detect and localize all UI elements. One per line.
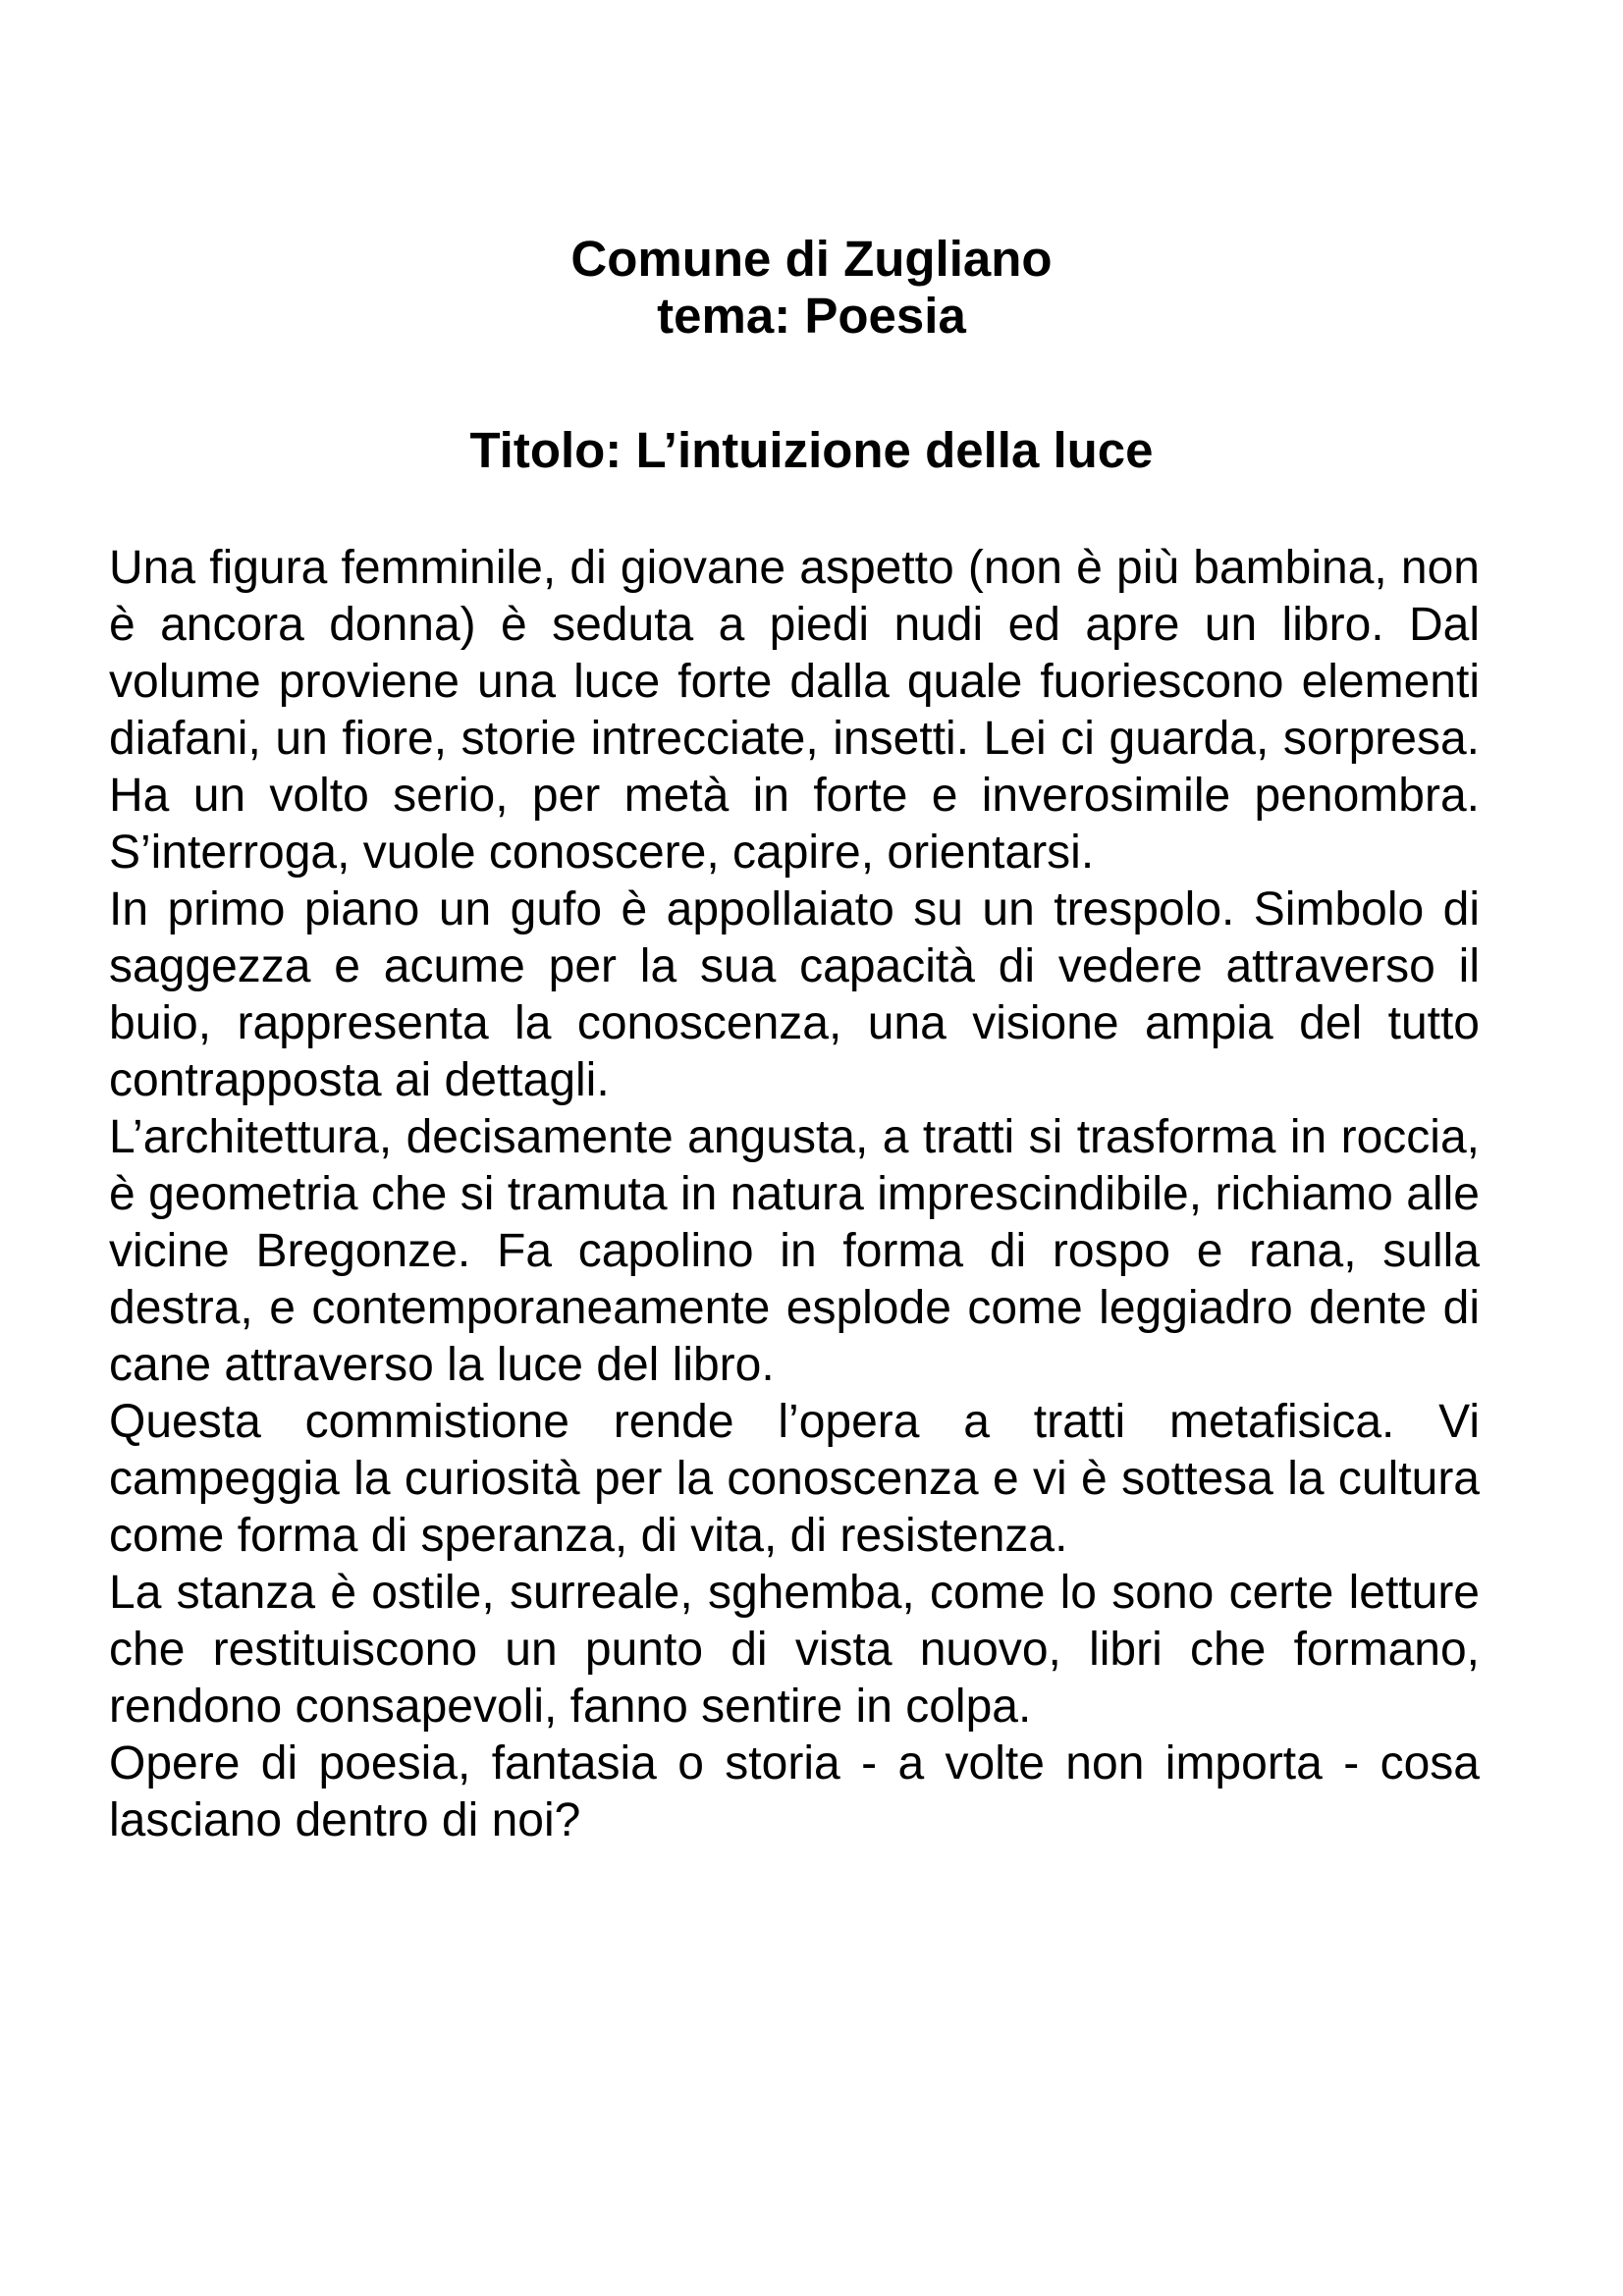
paragraph-metaphysics: Questa commistione rende l’opera a tratti metafisica. Vi campeggia la curiosità per la conoscenza e vi è sottesa la cultura come forma di speranza, di vita, di resistenza.: [109, 1396, 1480, 1562]
document-title: Titolo: L’intuizione della luce: [469, 422, 1154, 478]
paragraph-figure: Una figura femminile, di giovane aspetto (non è più bambina, non è ancora donna) è seduta a piedi nudi ed apre un libro. Dal volume proviene una luce forte dalla quale fuoriescono elementi diafani, un fiore, storie intrecciate, insetti. Lei ci guarda, sorpresa. Ha un volto serio, per metà in forte e inverosimile penombra. S’interroga, vuole conoscere, capire, orientarsi.: [109, 542, 1480, 879]
theme-heading: tema: Poesia: [657, 288, 966, 344]
paragraph-owl: In primo piano un gufo è appollaiato su un trespolo. Simbolo di saggezza e acume per la sua capacità di vedere attraverso il buio, rappresenta la conoscenza, una visione ampia del tutto contrapposta ai dettagli.: [109, 883, 1480, 1106]
document-header: [0, 231, 1623, 345]
document-body: [109, 540, 1480, 1849]
paragraph-room: La stanza è ostile, surreale, sghemba, come lo sono certe letture che restituiscono un punto di vista nuovo, libri che formano, rendono consapevoli, fanno sentire in colpa.: [109, 1567, 1480, 1733]
paragraph-architecture: L’architettura, decisamente angusta, a tratti si trasforma in roccia, è geometria che si tramuta in natura imprescindibile, richiamo alle vicine Bregonze. Fa capolino in forma di rospo e rana, sulla destra, e contemporaneamente esplode come leggiadro dente di cane attraverso la luce del libro.: [109, 1111, 1480, 1391]
municipality-heading: Comune di Zugliano: [570, 231, 1053, 287]
paragraph-question: Opere di poesia, fantasia o storia - a volte non importa - cosa lasciano dentro di noi?: [109, 1737, 1480, 1846]
